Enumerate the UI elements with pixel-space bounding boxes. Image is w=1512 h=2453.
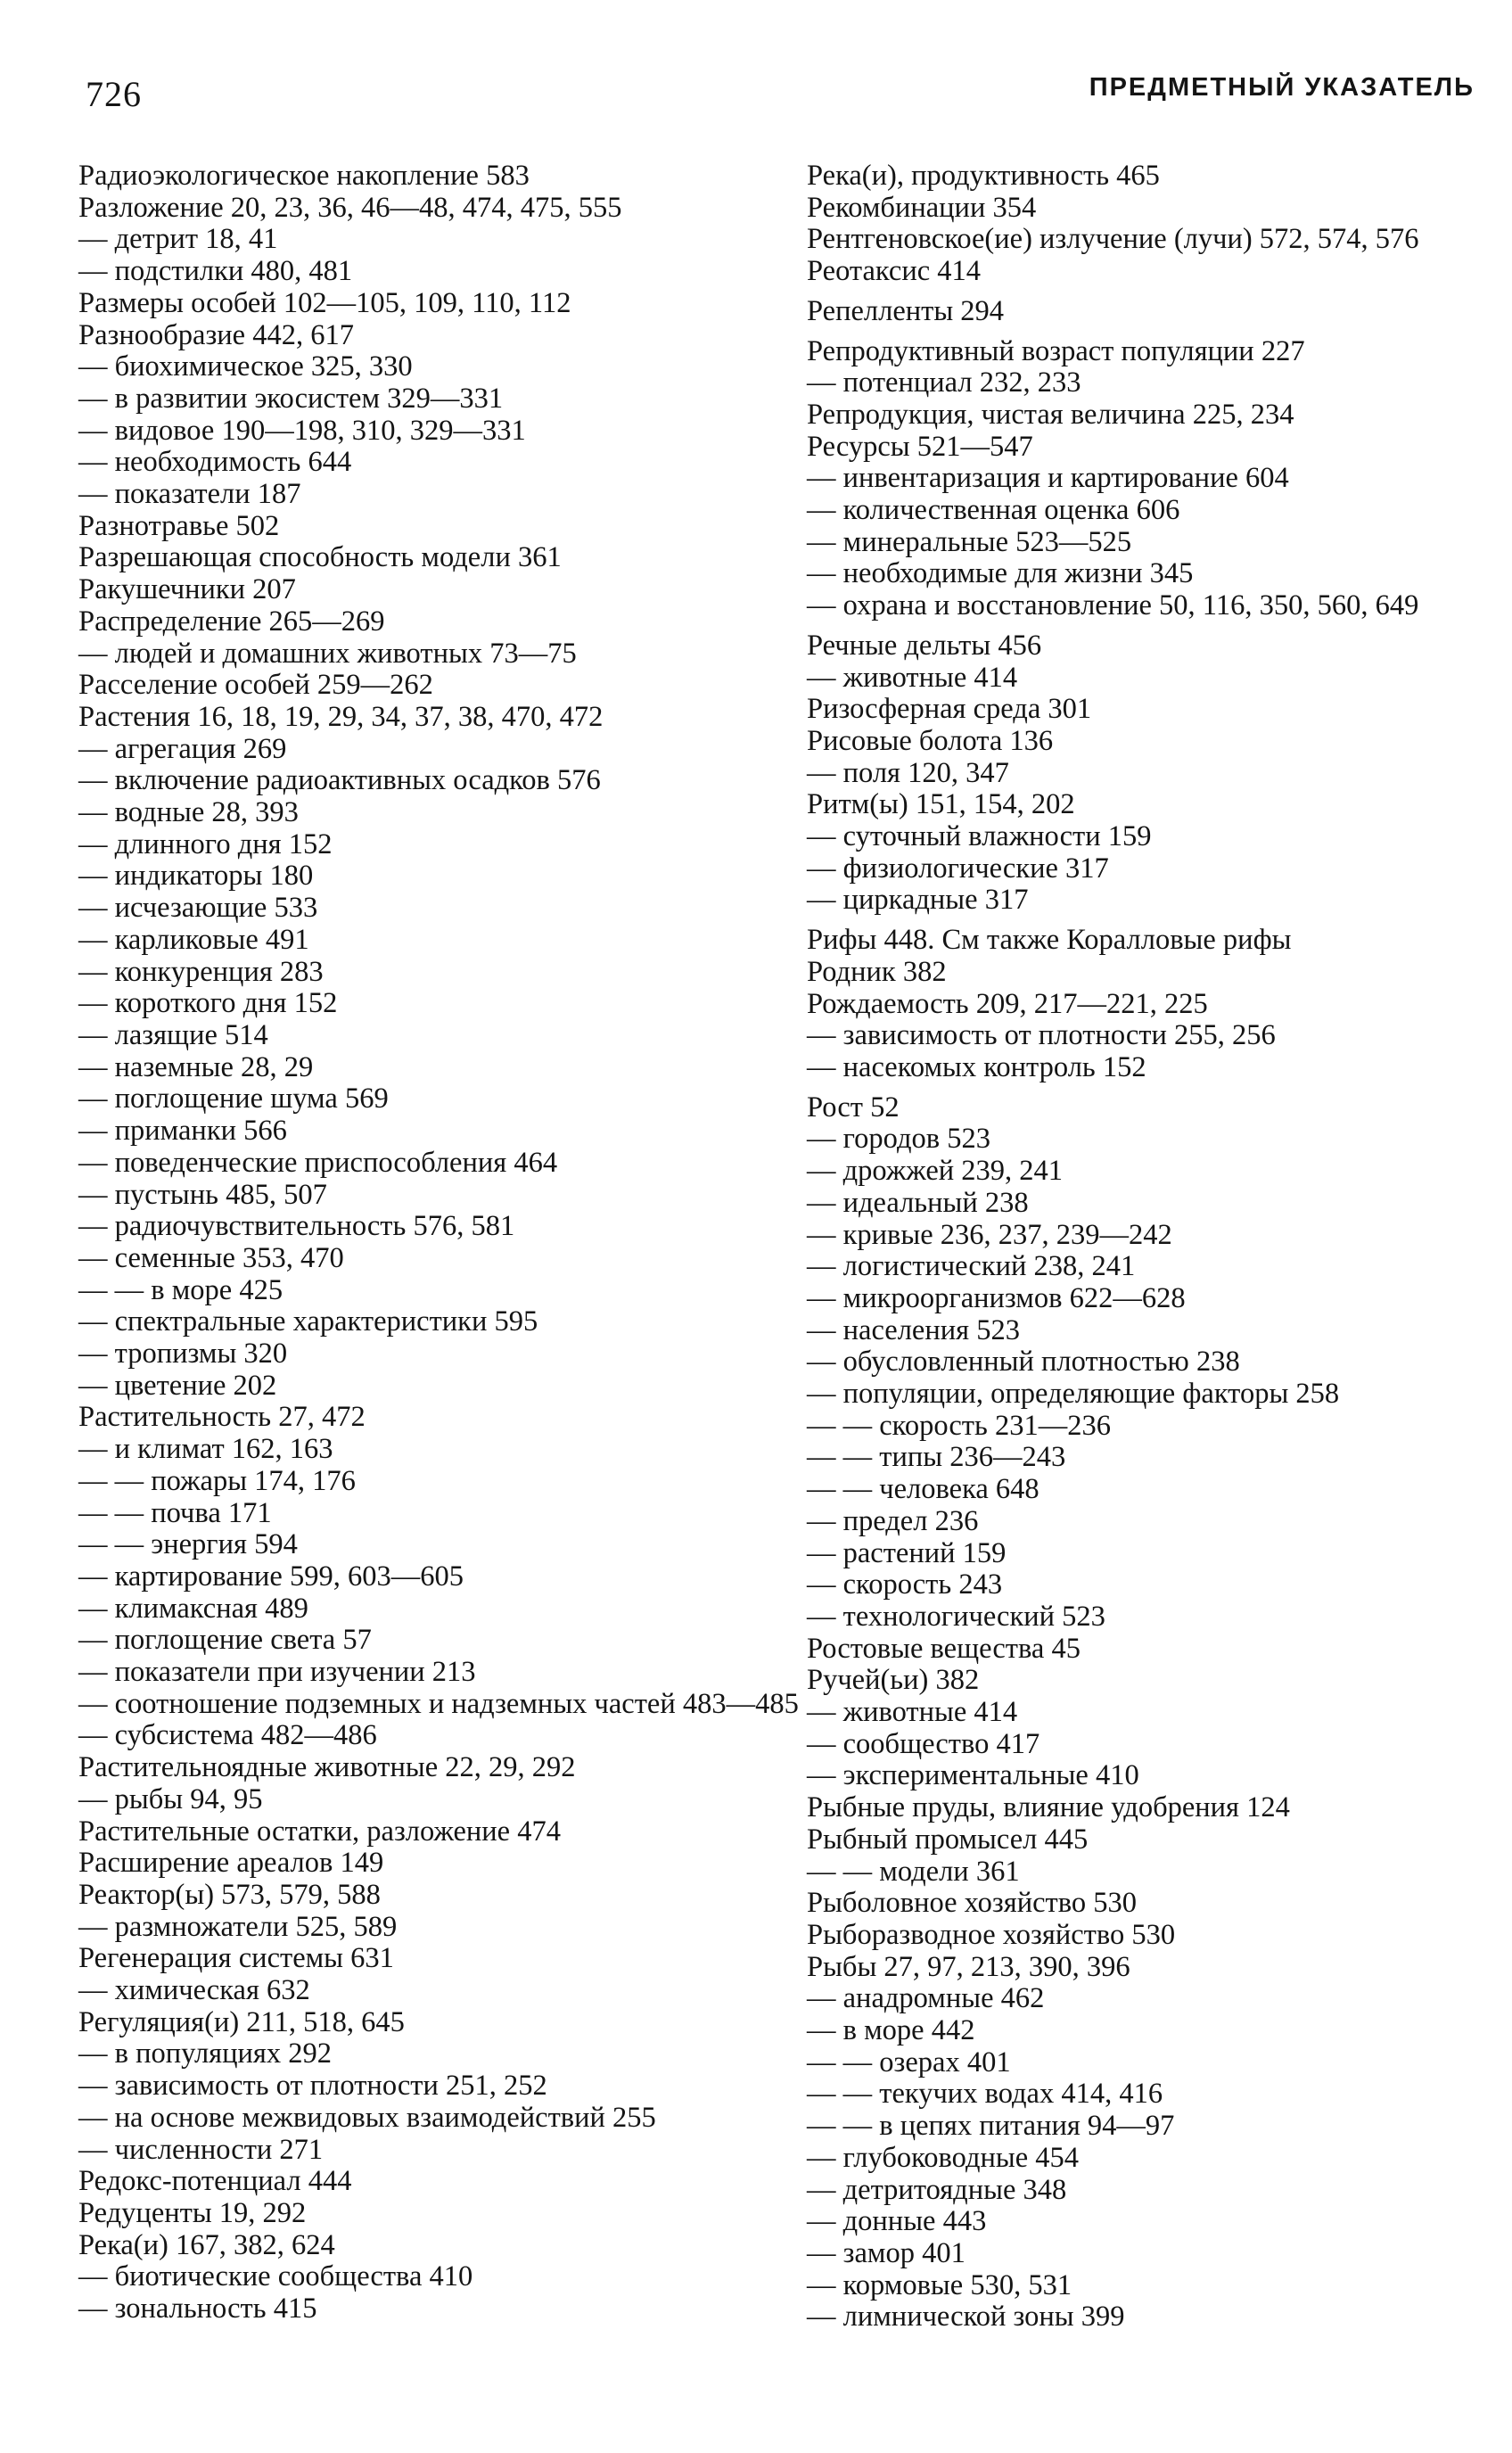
index-entry: Рыборазводное хозяйство 530	[807, 1918, 1176, 1951]
index-entry: — потенциал 232, 233	[807, 366, 1081, 399]
index-entry: Ракушечники 207	[78, 573, 296, 606]
index-entry: — животные 414	[807, 661, 1018, 694]
index-entry: — пустынь 485, 507	[78, 1178, 327, 1211]
index-entry: Радиоэкологическое накопление 583	[78, 160, 530, 192]
index-entry: Рост 52	[807, 1091, 900, 1124]
index-entry: — анадромные 462	[807, 1982, 1045, 2015]
index-entry: — кормовые 530, 531	[807, 2268, 1072, 2301]
index-entry: — в развитии экосистем 329—331	[78, 382, 504, 415]
index-entry: Рождаемость 209, 217—221, 225	[807, 987, 1208, 1020]
index-entry: Редокс-потенциал 444	[78, 2165, 352, 2198]
index-entry: — — текучих водах 414, 416	[807, 2078, 1163, 2111]
index-entry: — индикаторы 180	[78, 860, 314, 893]
index-entry: — людей и домашних животных 73—75	[78, 637, 577, 670]
index-entry: — соотношение подземных и надземных частей 483—485	[78, 1687, 799, 1720]
index-entry: Рекомбинации 354	[807, 191, 1037, 224]
index-entry: — животные 414	[807, 1696, 1018, 1729]
index-entry: — инвентаризация и картирование 604	[807, 462, 1289, 495]
index-entry: — количественная оценка 606	[807, 494, 1180, 527]
index-entry: — насекомых контроль 152	[807, 1050, 1146, 1083]
index-entry: — в море 442	[807, 2014, 975, 2047]
index-entry: — экспериментальные 410	[807, 1759, 1139, 1792]
index-entry: Река(и) 167, 382, 624	[78, 2228, 335, 2261]
index-entry: — — в море 425	[78, 1273, 284, 1306]
index-entry: — минеральные 523—525	[807, 525, 1132, 558]
index-entry: Рыбный промысел 445	[807, 1823, 1089, 1856]
index-entry: — и климат 162, 163	[78, 1433, 333, 1466]
index-entry: — поглощение шума 569	[78, 1082, 389, 1115]
index-entry: — — скорость 231—236	[807, 1409, 1111, 1442]
index-entry: — необходимость 644	[78, 446, 352, 479]
index-entry: Разрешающая способность модели 361	[78, 541, 562, 574]
index-entry: Растения 16, 18, 19, 29, 34, 37, 38, 470, 472	[78, 700, 604, 733]
index-entry: — химическая 632	[78, 1974, 310, 2007]
index-entry: — микроорганизмов 622—628	[807, 1281, 1186, 1314]
index-entry: — технологический 523	[807, 1600, 1105, 1633]
index-entry: — включение радиоактивных осадков 576	[78, 764, 601, 797]
index-entry: — длинного дня 152	[78, 827, 333, 860]
index-entry: Разложение 20, 23, 36, 46—48, 474, 475, 555	[78, 191, 622, 224]
index-entry: Родник 382	[807, 955, 947, 988]
index-entry: Редуценты 19, 292	[78, 2197, 307, 2229]
index-entry: Расширение ареалов 149	[78, 1847, 384, 1880]
index-entry: — наземные 28, 29	[78, 1050, 314, 1083]
index-entry: Разнотравье 502	[78, 509, 280, 542]
index-entry: Ручей(ьи) 382	[807, 1664, 980, 1697]
index-entry: — зональность 415	[78, 2292, 317, 2325]
index-entry: Размеры особей 102—105, 109, 110, 112	[78, 286, 571, 319]
index-entry: — детрит 18, 41	[78, 223, 278, 256]
index-entry: — предел 236	[807, 1504, 979, 1537]
index-entry: Рисовые болота 136	[807, 724, 1054, 757]
index-entry: — скорость 243	[807, 1568, 1003, 1601]
index-entry: — поглощение света 57	[78, 1624, 372, 1657]
page-number: 726	[86, 74, 142, 114]
index-entry: — глубоководные 454	[807, 2141, 1080, 2174]
index-entry: — агрегация 269	[78, 732, 287, 765]
index-entry: Растительность 27, 472	[78, 1401, 366, 1434]
index-entry: — исчезающие 533	[78, 892, 318, 925]
index-entry: — зависимость от плотности 251, 252	[78, 2070, 547, 2103]
index-entry: Разнообразие 442, 617	[78, 318, 354, 351]
index-entry: — — типы 236—243	[807, 1441, 1066, 1474]
index-entry: — обусловленный плотностью 238	[807, 1346, 1240, 1379]
index-entry: Рыбные пруды, влияние удобрения 124	[807, 1791, 1290, 1824]
index-entry: — популяции, определяющие факторы 258	[807, 1378, 1340, 1411]
index-entry: — биотические сообщества 410	[78, 2260, 473, 2293]
index-entry: — рыбы 94, 95	[78, 1782, 263, 1815]
index-entry: — показатели 187	[78, 478, 301, 511]
index-entry: Регуляция(и) 211, 518, 645	[78, 2005, 405, 2038]
index-entry: — спектральные характеристики 595	[78, 1305, 538, 1338]
index-entry: — приманки 566	[78, 1115, 287, 1148]
index-entry: Растительноядные животные 22, 29, 292	[78, 1751, 576, 1784]
index-entry: — конкуренция 283	[78, 955, 324, 988]
running-head: ПРЕДМЕТНЫЙ УКАЗАТЕЛЬ	[1089, 73, 1475, 102]
index-entry: — биохимическое 325, 330	[78, 350, 413, 383]
index-entry: Репродуктивный возраст популяции 227	[807, 334, 1305, 367]
index-entry: — тропизмы 320	[78, 1338, 288, 1371]
index-entry: Растительные остатки, разложение 474	[78, 1815, 561, 1848]
index-column-left	[78, 160, 799, 2325]
index-entry: — поведенческие приспособления 464	[78, 1146, 558, 1179]
index-entry: — циркадные 317	[807, 884, 1029, 917]
index-entry: — детритоядные 348	[807, 2173, 1067, 2206]
index-entry: — идеальный 238	[807, 1186, 1029, 1219]
index-entry: Рифы 448. См также Коралловые рифы	[807, 924, 1292, 957]
index-entry: — — озерах 401	[807, 2046, 1011, 2078]
index-entry: Репродукция, чистая величина 225, 234	[807, 398, 1294, 431]
index-entry: — лазящие 514	[78, 1018, 268, 1051]
index-entry: Река(и), продуктивность 465	[807, 160, 1160, 192]
index-entry: — подстилки 480, 481	[78, 255, 353, 288]
index-entry: — охрана и восстановление 50, 116, 350, 560, 649	[807, 589, 1419, 622]
index-entry: — цветение 202	[78, 1369, 277, 1402]
index-entry: Рыбы 27, 97, 213, 390, 396	[807, 1950, 1130, 1983]
index-entry: — численности 271	[78, 2133, 324, 2166]
index-entry: — городов 523	[807, 1123, 990, 1156]
index-entry: — физиологические 317	[807, 852, 1109, 885]
index-entry: — населения 523	[807, 1313, 1020, 1346]
index-entry: — радиочувствительность 576, 581	[78, 1210, 515, 1243]
index-entry: — картирование 599, 603—605	[78, 1560, 464, 1593]
index-entry: — зависимость от плотности 255, 256	[807, 1019, 1276, 1052]
index-column-right	[807, 161, 1483, 2334]
index-entry: — поля 120, 347	[807, 756, 1009, 789]
index-entry: — дрожжей 239, 241	[807, 1155, 1064, 1188]
index-entry: — короткого дня 152	[78, 987, 338, 1020]
index-entry: — семенные 353, 470	[78, 1241, 344, 1274]
index-entry: — — пожары 174, 176	[78, 1464, 356, 1497]
index-entry: — — человека 648	[807, 1473, 1040, 1506]
index-entry: — субсистема 482—486	[78, 1719, 377, 1752]
index-entry: Ростовые вещества 45	[807, 1632, 1081, 1665]
index-entry: — видовое 190—198, 310, 329—331	[78, 414, 526, 447]
index-entry: Речные дельты 456	[807, 629, 1042, 662]
index-entry: Регенерация системы 631	[78, 1942, 394, 1975]
index-entry: Рентгеновское(ие) излучение (лучи) 572, 574, 576	[807, 223, 1419, 256]
index-entry: — показатели при изучении 213	[78, 1656, 476, 1689]
index-entry: — водные 28, 393	[78, 796, 299, 829]
index-entry: Реактор(ы) 573, 579, 588	[78, 1878, 381, 1911]
index-entry: — замор 401	[807, 2237, 966, 2269]
index-entry: Ресурсы 521—547	[807, 430, 1033, 463]
index-entry: — размножатели 525, 589	[78, 1910, 398, 1943]
index-entry: — — почва 171	[78, 1496, 272, 1529]
index-entry: — в популяциях 292	[78, 2037, 332, 2070]
index-entry: Распределение 265—269	[78, 605, 385, 638]
index-entry: — — энергия 594	[78, 1528, 298, 1561]
index-entry: — донные 443	[807, 2205, 987, 2238]
index-entry: — необходимые для жизни 345	[807, 557, 1194, 590]
index-entry: Рыболовное хозяйство 530	[807, 1887, 1137, 1920]
index-entry: — климаксная 489	[78, 1592, 308, 1625]
index-entry: — лимнической зоны 399	[807, 2301, 1125, 2334]
index-entry: — кривые 236, 237, 239—242	[807, 1218, 1172, 1251]
index-entry: — на основе межвидовых взаимодействий 255	[78, 2101, 656, 2134]
index-entry: — растений 159	[807, 1536, 1007, 1569]
index-entry: Ризосферная среда 301	[807, 693, 1092, 726]
index-entry: — карликовые 491	[78, 923, 309, 956]
index-entry: Реотаксис 414	[807, 255, 982, 288]
index-entry: — сообщество 417	[807, 1727, 1040, 1760]
index-entry: — суточный влажности 159	[807, 820, 1152, 853]
index-entry: Ритм(ы) 151, 154, 202	[807, 788, 1075, 821]
index-entry: Расселение особей 259—262	[78, 669, 433, 702]
index-entry: Репелленты 294	[807, 294, 1005, 327]
index-entry: — логистический 238, 241	[807, 1250, 1136, 1283]
index-entry: — — модели 361	[807, 1855, 1020, 1888]
index-entry: — — в цепях питания 94—97	[807, 2110, 1175, 2143]
